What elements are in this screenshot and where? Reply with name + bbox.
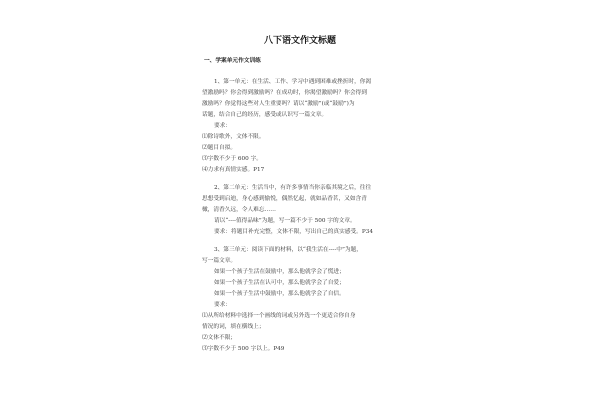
unit1-line: 望激励吗？你会得到激励吗？在成功时，你渴望激励吗？你会得到 (202, 90, 367, 96)
unit3-line: ⑵文体不限； (202, 335, 237, 341)
unit3-line: 如果一个孩子生活中鼓励中，那么他就学会了自信。 (214, 291, 345, 297)
unit3-line: ⑶字数不少于 500 字以上。P49 (202, 346, 285, 352)
unit3-line: 3、第三单元：阅读下面的材料，以“我生活在----中”为题， (214, 247, 362, 253)
unit3-line: 要求： (214, 302, 232, 308)
unit3-line: 情况的词，填在横线上； (202, 324, 265, 330)
unit2-line: 2、第二单元：生活当中，有许多事情当你亲临其境之后，往往 (214, 185, 372, 191)
unit1-requirement: ⑶字数不少于 600 字。 (202, 156, 262, 162)
unit1-line: 1、第一单元：在生活、工作、学习中遇到困难或挫折时，你渴 (214, 79, 372, 85)
section-heading: 一、学案单元作文训练 (204, 58, 261, 64)
unit2-line: 请以“----值得品味”为题，写一篇不少于 500 字的文章。 (214, 218, 356, 224)
unit1-requirement: ⑴除诗歌外，文体不限。 (202, 134, 265, 140)
unit1-requirements-label: 要求： (214, 123, 232, 129)
unit1-requirement: ⑷力求有真情实感。P17 (202, 167, 265, 173)
unit1-requirement: ⑵题目自拟。 (202, 145, 237, 151)
unit2-line: 要求：将题目补充完整，文体不限，写出自己的真实感受。P34 (214, 229, 373, 235)
page-title: 八下语文作文标题 (263, 36, 336, 46)
unit2-line: 橄，清香久远，令人难忘…… (202, 207, 276, 213)
unit2-line: 思想受到启迪，身心感到愉悦，偶然忆起，就如品香茗，又如含青 (202, 196, 367, 202)
unit3-line: 写一篇文章。 (202, 258, 237, 264)
unit1-line: 激励吗？你觉得这些对人生重要吗？请以“激励”(或“鼓励”)为 (202, 101, 355, 107)
unit3-line: 如果一个孩子生活在认可中，那么他就学会了自爱； (214, 280, 345, 286)
unit3-line: 如果一个孩子生活在鼓励中，那么他就学会了慌进； (214, 269, 345, 275)
unit1-line: 话题，结合自己的经历，感受或认识写一篇文章。 (202, 112, 328, 118)
unit3-line: ⑴从所给材料中选择一个画线的词或另外选一个更适合你自身 (202, 313, 356, 319)
